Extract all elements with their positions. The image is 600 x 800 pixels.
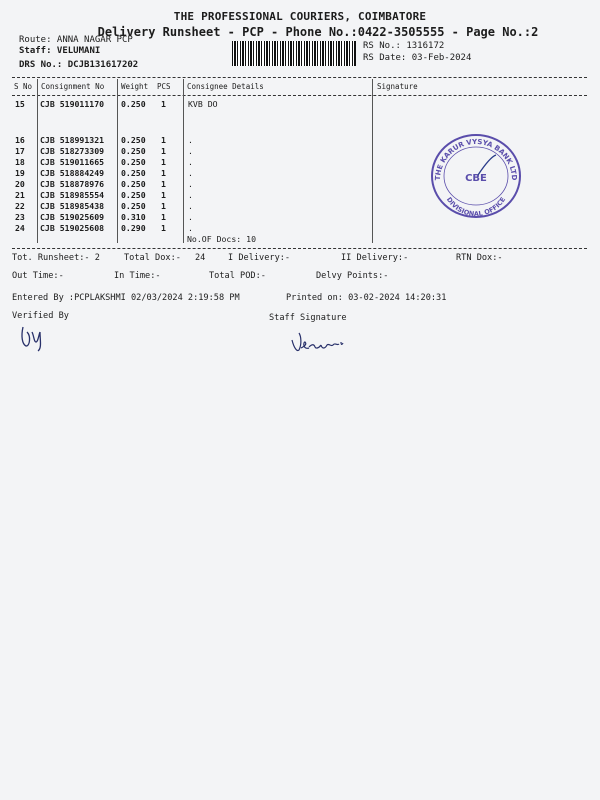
stamp-center-text: CBE (465, 173, 487, 184)
barcode (232, 41, 356, 66)
route-label: Route: ANNA NAGAR PCP (19, 35, 133, 45)
total-pod: Total POD:- (209, 271, 266, 281)
row-weight: 0.250 (121, 157, 146, 167)
row-sno: 18 (15, 157, 25, 167)
row-pcs: 1 (161, 168, 166, 178)
rs-date: RS Date: 03-Feb-2024 (363, 53, 472, 63)
verifier-signature (18, 322, 52, 352)
row-weight: 0.250 (121, 135, 146, 145)
col-divider (372, 79, 373, 243)
staff-label: Staff: VELUMANI (19, 46, 101, 56)
row-consignee: . (188, 223, 193, 233)
row-consignment: CJB 518273309 (40, 146, 105, 156)
bank-stamp (428, 130, 524, 220)
row-consignment: CJB 519011170 (40, 99, 105, 109)
row-weight: 0.250 (121, 179, 146, 189)
svg-text:DIVISIONAL OFFICE (445, 196, 507, 218)
stamp-top-text: THE KARUR VYSYA BANK LTD (433, 137, 519, 181)
row-consignment: CJB 518985554 (40, 190, 105, 200)
row-consignee: . (188, 190, 193, 200)
row-pcs: 1 (161, 157, 166, 167)
no-of-docs: No.OF Docs: 10 (187, 234, 257, 244)
row-pcs: 1 (161, 212, 166, 222)
row-sno: 16 (15, 135, 25, 145)
table-top-rule (12, 77, 587, 78)
row-pcs: 1 (161, 135, 166, 145)
staff-signature-label: Staff Signature (269, 313, 347, 323)
delvy-points: Delvy Points:- (316, 271, 389, 281)
row-sno: 22 (15, 201, 25, 211)
verified-by: Verified By (12, 311, 69, 321)
total-dox-value: 24 (195, 253, 206, 263)
row-consignment: CJB 519011665 (40, 157, 105, 167)
row-consignee: . (188, 201, 193, 211)
row-weight: 0.310 (121, 212, 146, 222)
row-pcs: 1 (161, 99, 166, 109)
col-divider (37, 79, 38, 243)
row-sno: 19 (15, 168, 25, 178)
row-sno: 21 (15, 190, 25, 200)
row-consignment: CJB 518878976 (40, 179, 105, 189)
row-pcs: 1 (161, 223, 166, 233)
runsheet-title: Delivery Runsheet - PCP - Phone No.:0422-3505555 - Page No.:2 (97, 25, 539, 39)
out-time: Out Time:- (12, 271, 64, 281)
row-consignee: . (188, 157, 193, 167)
row-consignee: . (188, 168, 193, 178)
col-header-consignment: Consignment No (41, 82, 105, 91)
row-sno: 24 (15, 223, 25, 233)
total-dox-label: Total Dox:- (124, 253, 181, 263)
row-consignee: . (188, 146, 193, 156)
row-sno: 20 (15, 179, 25, 189)
row-consignment: CJB 518991321 (40, 135, 105, 145)
row-sno: 17 (15, 146, 25, 156)
printed-on: Printed on: 03-02-2024 14:20:31 (286, 293, 447, 303)
row-pcs: 1 (161, 146, 166, 156)
row-consignee: . (188, 212, 193, 222)
company-title: THE PROFESSIONAL COURIERS, COIMBATORE (173, 10, 427, 23)
staff-signature (289, 330, 359, 356)
col-header-consignee: Consignee Details (187, 82, 264, 91)
row-consignee: KVB DO (188, 99, 218, 109)
entered-by: Entered By :PCPLAKSHMI 02/03/2024 2:19:58 PM (12, 293, 240, 303)
row-consignee: . (188, 179, 193, 189)
row-weight: 0.290 (121, 223, 146, 233)
row-weight: 0.250 (121, 168, 146, 178)
row-pcs: 1 (161, 179, 166, 189)
ii-delivery: II Delivery:- (341, 253, 409, 263)
col-header-signature: Signature (377, 82, 418, 91)
table-header-rule (12, 95, 587, 96)
rs-number: RS No.: 1316172 (363, 41, 445, 51)
row-pcs: 1 (161, 201, 166, 211)
drs-number: DRS No.: DCJB131617202 (19, 60, 139, 70)
row-sno: 15 (15, 99, 25, 109)
row-consignment: CJB 518884249 (40, 168, 105, 178)
col-divider (117, 79, 118, 243)
in-time: In Time:- (114, 271, 161, 281)
row-consignment: CJB 519025609 (40, 212, 105, 222)
row-weight: 0.250 (121, 190, 146, 200)
stamp-bottom-text: DIVISIONAL OFFICE (444, 195, 508, 219)
tot-runsheet: Tot. Runsheet:- 2 (12, 253, 100, 263)
rtn-dox: RTN Dox:- (456, 253, 503, 263)
row-pcs: 1 (161, 190, 166, 200)
table-bottom-rule (12, 248, 587, 249)
i-delivery: I Delivery:- (228, 253, 291, 263)
col-header-weight: Weight (121, 82, 149, 91)
row-consignment: CJB 519025608 (40, 223, 105, 233)
row-weight: 0.250 (121, 99, 146, 109)
row-consignee: . (188, 135, 193, 145)
col-header-sno: S No (14, 82, 33, 91)
row-weight: 0.250 (121, 146, 146, 156)
row-sno: 23 (15, 212, 25, 222)
row-weight: 0.250 (121, 201, 146, 211)
col-divider (183, 79, 184, 243)
row-consignment: CJB 518985438 (40, 201, 105, 211)
col-header-pcs: PCS (157, 82, 171, 91)
